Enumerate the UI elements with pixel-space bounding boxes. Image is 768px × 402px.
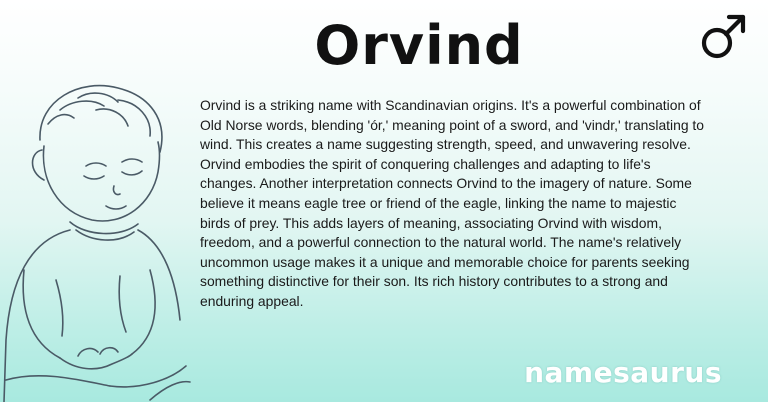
- baby-illustration: [0, 80, 200, 402]
- name-description: Orvind is a striking name with Scandinavian origins. It's a powerful combination of Old Norse words, blending 'ór,' meaning point of a sword, and 'vindr,' translating to wind. This creates a name suggesting strength, speed, and unwavering resolve. Orvind embodies the spirit of conquering challenges and adapting to life's changes. Another interpretation connects Orvind to the imagery of nature. Some believe it means eagle tree or friend of the eagle, linking the name to majestic birds of prey. This adds layers of meaning, associating Orvind with wisdom, freedom, and a powerful connection to the natural world. The name's relatively uncommon usage makes it a unique and memorable choice for parents seeking something distinctive for their son. Its rich history contributes to a strong and enduring appeal.: [200, 97, 705, 309]
- name-title: Orvind: [314, 14, 524, 77]
- namesaurus-logo[interactable]: namesaurus: [524, 356, 722, 389]
- male-symbol-icon: [698, 10, 750, 62]
